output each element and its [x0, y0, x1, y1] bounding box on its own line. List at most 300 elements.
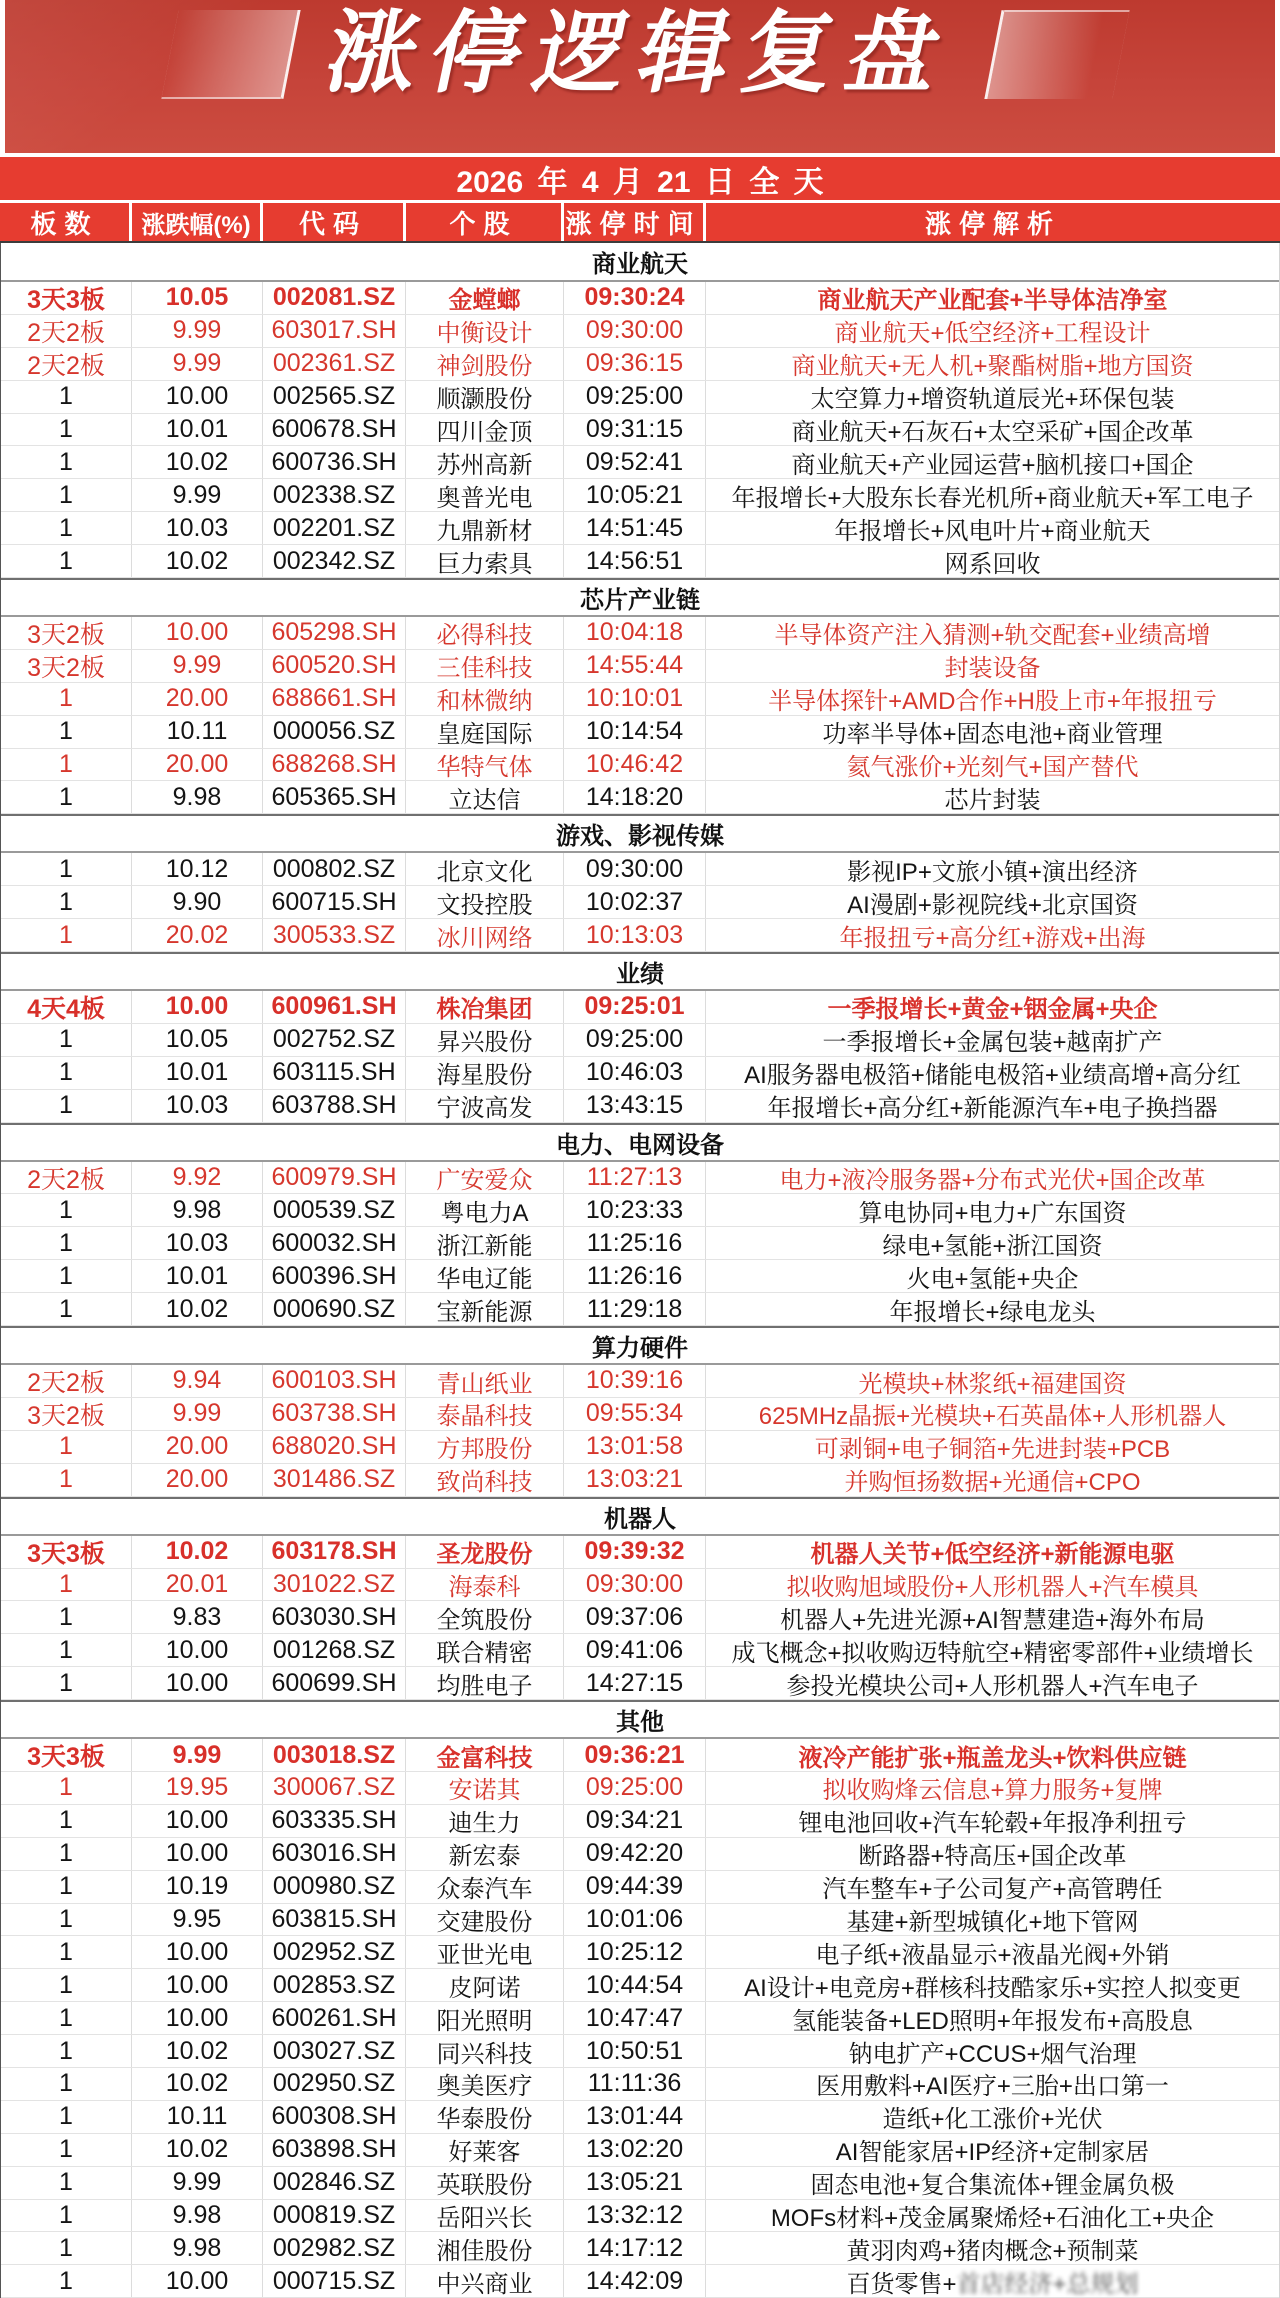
table-row [1, 1936, 1279, 1969]
limit-up-time-cell: 09:44:39 [564, 1871, 706, 1903]
board-count-cell: 1 [1, 716, 132, 748]
table-row [1, 1431, 1279, 1464]
stock-name-cell: 新宏泰 [406, 1838, 564, 1870]
board-count-cell: 1 [1, 1871, 132, 1903]
change-pct-cell: 10.00 [132, 1805, 263, 1837]
stock-code-cell: 000819.SZ [263, 2200, 406, 2232]
board-count-cell: 1 [1, 512, 132, 544]
change-pct-cell: 10.01 [132, 1057, 263, 1089]
title-banner [0, 0, 1280, 153]
stock-code-cell: 001268.SZ [263, 1634, 406, 1666]
stock-name-cell: 中兴商业 [406, 2265, 564, 2297]
stock-code-cell: 300533.SZ [263, 919, 406, 951]
limit-up-time-cell: 09:36:15 [564, 348, 706, 380]
limit-up-time-cell: 13:05:21 [564, 2167, 706, 2199]
stock-name-cell: 英联股份 [406, 2167, 564, 2199]
stock-code-cell: 002853.SZ [263, 1969, 406, 2001]
stock-name-cell: 安诺其 [406, 1772, 564, 1804]
stock-code-cell: 002342.SZ [263, 545, 406, 577]
board-count-cell: 1 [1, 446, 132, 478]
change-pct-cell: 10.00 [132, 1667, 263, 1699]
change-pct-cell: 9.98 [132, 2232, 263, 2264]
limit-up-time-cell: 09:25:01 [564, 991, 706, 1023]
analysis-cell: 影视IP+文旅小镇+演出经济 [847, 858, 1138, 886]
stock-code-cell: 603335.SH [263, 1805, 406, 1837]
board-count-cell: 1 [1, 683, 132, 715]
board-count-cell: 1 [1, 1969, 132, 2001]
limit-up-time-cell: 13:02:20 [564, 2134, 706, 2166]
board-count-cell: 1 [1, 886, 132, 918]
table-row [1, 2035, 1279, 2068]
stock-name-cell: 宁波高发 [406, 1090, 564, 1122]
stock-code-cell: 000539.SZ [263, 1194, 406, 1226]
analysis-cell: 商业航天+产业园运营+脑机接口+国企 [791, 451, 1194, 479]
stock-code-cell: 002361.SZ [263, 348, 406, 380]
change-pct-cell: 20.00 [132, 1431, 263, 1463]
board-count-cell: 1 [1, 1464, 132, 1496]
change-pct-cell: 9.83 [132, 1601, 263, 1633]
change-pct-cell: 10.05 [132, 282, 263, 314]
analysis-cell: 氢能装备+LED照明+年报发布+高股息 [792, 2007, 1193, 2035]
change-pct-cell: 9.99 [132, 1739, 263, 1771]
analysis-cell: 商业航天+石灰石+太空采矿+国企改革 [791, 419, 1194, 446]
change-pct-cell: 10.12 [132, 853, 263, 885]
change-pct-cell: 19.95 [132, 1772, 263, 1804]
change-pct-cell: 10.01 [132, 414, 263, 446]
change-pct-cell: 9.99 [132, 2167, 263, 2199]
stock-code-cell: 003027.SZ [263, 2035, 406, 2067]
analysis-cell: 黄羽肉鸡+猪肉概念+预制菜 [846, 2237, 1139, 2265]
table-row [1, 2232, 1279, 2265]
stock-name-cell: 岳阳兴长 [406, 2200, 564, 2232]
board-count-cell: 1 [1, 1293, 132, 1325]
analysis-cell: 商业航天+低空经济+工程设计 [834, 320, 1151, 347]
stock-code-cell: 600961.SH [263, 991, 406, 1023]
stock-code-cell: 301022.SZ [263, 1569, 406, 1601]
analysis-cell: 钠电扩产+CCUS+烟气治理 [848, 2040, 1137, 2067]
limit-up-time-cell: 10:23:33 [564, 1194, 706, 1226]
table-row [1, 414, 1279, 447]
table-row [1, 1024, 1279, 1057]
stock-name-cell: 和林微纳 [406, 683, 564, 715]
stock-code-cell: 688020.SH [263, 1431, 406, 1463]
limit-up-time-cell: 10:13:03 [564, 919, 706, 951]
change-pct-cell: 9.99 [132, 479, 263, 511]
analysis-cell: 基建+新型城镇化+地下管网 [846, 1908, 1139, 1936]
limit-up-time-cell: 10:10:01 [564, 683, 706, 715]
stock-code-cell: 002565.SZ [263, 381, 406, 413]
change-pct-cell: 20.01 [132, 1569, 263, 1601]
table-row [1, 1365, 1279, 1398]
board-count-cell: 1 [1, 381, 132, 413]
limit-up-time-cell: 09:36:21 [564, 1739, 706, 1771]
limit-up-time-cell: 10:39:16 [564, 1365, 706, 1397]
stock-name-cell: 全筑股份 [406, 1601, 564, 1633]
stock-code-cell: 600699.SH [263, 1667, 406, 1699]
limit-up-time-cell: 09:42:20 [564, 1838, 706, 1870]
board-count-cell: 3天2板 [1, 617, 132, 649]
stock-name-cell: 亚世光电 [406, 1936, 564, 1968]
analysis-cell: 机器人+先进光源+AI智慧建造+海外布局 [780, 1606, 1205, 1634]
board-count-cell: 1 [1, 2134, 132, 2166]
change-pct-cell: 10.02 [132, 2134, 263, 2166]
change-pct-cell: 9.99 [132, 650, 263, 682]
stock-code-cell: 688268.SH [263, 749, 406, 781]
table-row [1, 1260, 1279, 1293]
board-count-cell: 2天2板 [1, 1162, 132, 1194]
analysis-cell: 电子纸+液晶显示+液晶光阀+外销 [815, 1941, 1170, 1969]
board-count-cell: 1 [1, 2200, 132, 2232]
stock-name-cell: 华电辽能 [406, 1260, 564, 1292]
change-pct-cell: 9.94 [132, 1365, 263, 1397]
board-count-cell: 1 [1, 2167, 132, 2199]
limit-up-time-cell: 14:27:15 [564, 1667, 706, 1699]
analysis-cell: 汽车整车+子公司复产+高管聘任 [822, 1876, 1163, 1903]
stock-code-cell: 002081.SZ [263, 282, 406, 314]
limit-up-time-cell: 11:25:16 [564, 1227, 706, 1259]
analysis-cell: 固态电池+复合集流体+锂金属负极 [810, 2172, 1175, 2199]
board-count-cell: 1 [1, 1667, 132, 1699]
board-count-cell: 1 [1, 2002, 132, 2034]
limit-up-time-cell: 09:55:34 [564, 1398, 706, 1430]
stock-code-cell: 002338.SZ [263, 479, 406, 511]
stock-name-cell: 文投控股 [406, 886, 564, 918]
analysis-cell: 商业航天产业配套+半导体洁净室 [817, 287, 1168, 314]
analysis-cell: 光模块+林浆纸+福建国资 [858, 1370, 1127, 1397]
table-row [1, 2101, 1279, 2134]
limit-up-time-cell: 14:51:45 [564, 512, 706, 544]
table-row [1, 991, 1279, 1024]
limit-up-time-cell: 09:30:00 [564, 315, 706, 347]
analysis-cell: 可剥铜+电子铜箔+先进封装+PCB [814, 1436, 1171, 1463]
table-row [1, 1871, 1279, 1904]
table-row [1, 1601, 1279, 1634]
table-row [1, 1569, 1279, 1602]
board-count-cell: 1 [1, 1634, 132, 1666]
limit-up-time-cell: 13:01:58 [564, 1431, 706, 1463]
analysis-cell: 封装设备 [944, 655, 1041, 682]
stock-code-cell: 003018.SZ [263, 1739, 406, 1771]
board-count-cell: 1 [1, 2265, 132, 2297]
limit-up-time-cell: 09:34:21 [564, 1805, 706, 1837]
table-row [1, 1969, 1279, 2002]
stock-name-cell: 必得科技 [406, 617, 564, 649]
limit-up-time-cell: 13:32:12 [564, 2200, 706, 2232]
table-row [1, 348, 1279, 381]
board-count-cell: 1 [1, 1194, 132, 1226]
table-row [1, 1162, 1279, 1195]
limit-up-time-cell: 10:01:06 [564, 1904, 706, 1936]
stock-code-cell: 600979.SH [263, 1162, 406, 1194]
change-pct-cell: 20.00 [132, 749, 263, 781]
analysis-cell: AI服务器电极箔+储能电极箔+业绩高增+高分红 [744, 1062, 1241, 1089]
stock-name-cell: 同兴科技 [406, 2035, 564, 2067]
change-pct-cell: 9.98 [132, 2200, 263, 2232]
limit-up-time-cell: 10:02:37 [564, 886, 706, 918]
page-title: 涨停逻辑复盘 [316, 1, 964, 106]
stock-name-cell: 九鼎新材 [406, 512, 564, 544]
stock-name-cell: 均胜电子 [406, 1667, 564, 1699]
stock-code-cell: 600678.SH [263, 414, 406, 446]
analysis-cell: 年报增长+风电叶片+商业航天 [834, 517, 1151, 545]
table-row [1, 1667, 1279, 1700]
table-row [1, 2200, 1279, 2233]
stock-name-cell: 神剑股份 [406, 348, 564, 380]
stock-code-cell: 688661.SH [263, 683, 406, 715]
table-row [1, 1739, 1279, 1772]
change-pct-cell: 10.00 [132, 617, 263, 649]
board-count-cell: 1 [1, 1260, 132, 1292]
section-header: 算力硬件 [1, 1326, 1279, 1365]
table-row [1, 2068, 1279, 2101]
stock-name-cell: 湘佳股份 [406, 2232, 564, 2264]
stock-code-cell: 605298.SH [263, 617, 406, 649]
stock-name-cell: 广安爱众 [406, 1162, 564, 1194]
table-row [1, 781, 1279, 814]
section-header: 商业航天 [1, 243, 1279, 282]
stock-code-cell: 600032.SH [263, 1227, 406, 1259]
table-row [1, 1464, 1279, 1497]
table-row [1, 1057, 1279, 1090]
table-row [1, 1805, 1279, 1838]
table-row [1, 1772, 1279, 1805]
stock-code-cell: 600520.SH [263, 650, 406, 682]
analysis-cell: MOFs材料+茂金属聚烯烃+石油化工+央企 [770, 2204, 1215, 2232]
stock-name-cell: 华泰股份 [406, 2101, 564, 2133]
table-row [1, 749, 1279, 782]
change-pct-cell: 9.90 [132, 886, 263, 918]
table-row [1, 512, 1279, 545]
limit-up-time-cell: 09:52:41 [564, 446, 706, 478]
limit-up-time-cell: 09:30:24 [564, 282, 706, 314]
board-count-cell: 1 [1, 1431, 132, 1463]
board-count-cell: 1 [1, 2068, 132, 2100]
board-count-cell: 3天2板 [1, 650, 132, 682]
column-header-analysis: 涨停解析 [706, 203, 1280, 241]
change-pct-cell: 10.00 [132, 1838, 263, 1870]
change-pct-cell: 10.00 [132, 2265, 263, 2297]
change-pct-cell: 10.00 [132, 2002, 263, 2034]
analysis-visible-text: 百货零售+ [846, 2270, 957, 2298]
limit-up-time-cell: 13:03:21 [564, 1464, 706, 1496]
table-row [1, 2265, 1279, 2298]
change-pct-cell: 20.00 [132, 683, 263, 715]
stock-code-cell: 603898.SH [263, 2134, 406, 2166]
column-header-boards: 板数 [0, 203, 132, 241]
stock-name-cell: 株冶集团 [406, 991, 564, 1023]
analysis-cell: 拟收购烽云信息+算力服务+复牌 [822, 1777, 1163, 1804]
limit-up-time-cell: 11:29:18 [564, 1293, 706, 1325]
stock-code-cell: 300067.SZ [263, 1772, 406, 1804]
board-count-cell: 1 [1, 749, 132, 781]
board-count-cell: 1 [1, 919, 132, 951]
stock-code-cell: 002950.SZ [263, 2068, 406, 2100]
analysis-cell: 年报增长+高分红+新能源汽车+电子换挡器 [767, 1095, 1218, 1122]
analysis-cell: 太空算力+增资轨道辰光+环保包装 [810, 386, 1175, 413]
table-row [1, 1634, 1279, 1667]
change-pct-cell: 10.03 [132, 512, 263, 544]
stock-code-cell: 600396.SH [263, 1260, 406, 1292]
board-count-cell: 1 [1, 414, 132, 446]
board-count-cell: 1 [1, 1090, 132, 1122]
change-pct-cell: 10.02 [132, 2068, 263, 2100]
analysis-cell: 功率半导体+固态电池+商业管理 [822, 721, 1163, 748]
stock-code-cell: 002752.SZ [263, 1024, 406, 1056]
board-count-cell: 3天3板 [1, 1739, 132, 1771]
analysis-cell: 火电+氢能+央企 [906, 1265, 1079, 1293]
analysis-cell: 液冷产能扩张+瓶盖龙头+饮料供应链 [798, 1744, 1187, 1771]
stock-name-cell: 方邦股份 [406, 1431, 564, 1463]
stock-name-cell: 金螳螂 [406, 282, 564, 314]
table-row [1, 886, 1279, 919]
table-row [1, 1293, 1279, 1326]
change-pct-cell: 9.99 [132, 1398, 263, 1430]
board-count-cell: 1 [1, 2101, 132, 2133]
limit-up-time-cell: 10:25:12 [564, 1936, 706, 1968]
table-row [1, 853, 1279, 886]
stock-name-cell: 粤电力A [406, 1194, 564, 1226]
analysis-cell: AI智能家居+IP经济+定制家居 [835, 2139, 1150, 2166]
analysis-cell: 625MHz晶振+光模块+石英晶体+人形机器人 [758, 1403, 1227, 1430]
stock-code-cell: 301486.SZ [263, 1464, 406, 1496]
board-count-cell: 1 [1, 1024, 132, 1056]
stock-name-cell: 海星股份 [406, 1057, 564, 1089]
change-pct-cell: 9.99 [132, 315, 263, 347]
board-count-cell: 2天2板 [1, 315, 132, 347]
analysis-cell: 算电协同+电力+广东国资 [858, 1199, 1127, 1227]
limit-up-table [0, 243, 1280, 2298]
limit-up-time-cell: 14:17:12 [564, 2232, 706, 2264]
analysis-cell: 机器人关节+低空经济+新能源电驱 [810, 1541, 1175, 1568]
stock-name-cell: 奥普光电 [406, 479, 564, 511]
stock-name-cell: 致尚科技 [406, 1464, 564, 1496]
board-count-cell: 1 [1, 545, 132, 577]
analysis-cell: AI设计+电竞房+群核科技酷家乐+实控人拟变更 [744, 1974, 1241, 2002]
stock-name-cell: 北京文化 [406, 853, 564, 885]
table-row [1, 1904, 1279, 1937]
limit-up-time-cell: 09:41:06 [564, 1634, 706, 1666]
change-pct-cell: 10.02 [132, 2035, 263, 2067]
limit-up-time-cell: 09:25:00 [564, 381, 706, 413]
section-header: 其他 [1, 1700, 1279, 1739]
table-row [1, 1227, 1279, 1260]
analysis-cell: 年报增长+大股东长春光机所+商业航天+军工电子 [731, 484, 1254, 512]
analysis-cell: 一季报增长+黄金+铟金属+央企 [827, 996, 1158, 1023]
stock-code-cell: 603030.SH [263, 1601, 406, 1633]
change-pct-cell: 10.02 [132, 1293, 263, 1325]
change-pct-cell: 10.00 [132, 381, 263, 413]
stock-name-cell: 皇庭国际 [406, 716, 564, 748]
column-header-code: 代码 [263, 203, 406, 241]
stock-code-cell: 603017.SH [263, 315, 406, 347]
table-row [1, 650, 1279, 683]
table-row [1, 1194, 1279, 1227]
change-pct-cell: 20.00 [132, 1464, 263, 1496]
board-count-cell: 1 [1, 1838, 132, 1870]
table-row [1, 1090, 1279, 1123]
analysis-cell: 一季报增长+金属包装+越南扩产 [822, 1029, 1163, 1056]
board-count-cell: 1 [1, 2035, 132, 2067]
board-count-cell: 3天3板 [1, 1536, 132, 1568]
board-count-cell: 1 [1, 1904, 132, 1936]
stock-name-cell: 皮阿诺 [406, 1969, 564, 2001]
change-pct-cell: 9.98 [132, 1194, 263, 1226]
analysis-cell: 拟收购旭域股份+人形机器人+汽车模具 [786, 1573, 1199, 1601]
change-pct-cell: 10.02 [132, 446, 263, 478]
change-pct-cell: 10.01 [132, 1260, 263, 1292]
change-pct-cell: 9.99 [132, 348, 263, 380]
limit-up-time-cell: 14:18:20 [564, 781, 706, 813]
table-row [1, 1398, 1279, 1431]
analysis-cell: 参投光模块公司+人形机器人+汽车电子 [786, 1672, 1199, 1700]
analysis-cell: AI漫剧+影视院线+北京国资 [847, 891, 1138, 919]
stock-code-cell: 002982.SZ [263, 2232, 406, 2264]
change-pct-cell: 10.00 [132, 991, 263, 1023]
change-pct-cell: 9.98 [132, 781, 263, 813]
table-row [1, 716, 1279, 749]
stock-name-cell: 四川金顶 [406, 414, 564, 446]
stock-name-cell: 中衡设计 [406, 315, 564, 347]
board-count-cell: 1 [1, 479, 132, 511]
section-header: 机器人 [1, 1497, 1279, 1536]
limit-up-time-cell: 13:01:44 [564, 2101, 706, 2133]
stock-code-cell: 603016.SH [263, 1838, 406, 1870]
limit-up-time-cell: 09:31:15 [564, 414, 706, 446]
limit-up-time-cell: 11:26:16 [564, 1260, 706, 1292]
stock-code-cell: 603788.SH [263, 1090, 406, 1122]
stock-name-cell: 好莱客 [406, 2134, 564, 2166]
change-pct-cell: 20.02 [132, 919, 263, 951]
analysis-cell: 医用敷料+AI医疗+三胎+出口第一 [816, 2073, 1169, 2100]
board-count-cell: 3天3板 [1, 282, 132, 314]
analysis-cell: 年报扭亏+高分红+游戏+出海 [839, 924, 1146, 952]
analysis-cell: 半导体探针+AMD合作+H股上市+年报扭亏 [768, 688, 1217, 715]
stock-name-cell: 立达信 [406, 781, 564, 813]
analysis-cell: 绿电+氢能+浙江国资 [882, 1232, 1103, 1260]
table-header-row [0, 203, 1280, 243]
table-row [1, 315, 1279, 348]
limit-up-time-cell: 10:14:54 [564, 716, 706, 748]
stock-code-cell: 000980.SZ [263, 1871, 406, 1903]
change-pct-cell: 10.19 [132, 1871, 263, 1903]
stock-name-cell: 交建股份 [406, 1904, 564, 1936]
date-bar: 2026 年 4 月 21 日 全 天 [0, 157, 1280, 200]
board-count-cell: 1 [1, 2232, 132, 2264]
stock-name-cell: 三佳科技 [406, 650, 564, 682]
stock-name-cell: 泰晶科技 [406, 1398, 564, 1430]
limit-up-time-cell: 11:27:13 [564, 1162, 706, 1194]
limit-up-time-cell: 14:56:51 [564, 545, 706, 577]
table-row [1, 282, 1279, 315]
stock-name-cell: 顺灏股份 [406, 381, 564, 413]
board-count-cell: 2天2板 [1, 348, 132, 380]
stock-name-cell: 圣龙股份 [406, 1536, 564, 1568]
limit-up-time-cell: 13:43:15 [564, 1090, 706, 1122]
section-header: 电力、电网设备 [1, 1123, 1279, 1162]
column-header-change-pct: 涨跌幅(%) [132, 203, 263, 241]
limit-up-time-cell: 09:37:06 [564, 1601, 706, 1633]
board-count-cell: 1 [1, 1601, 132, 1633]
limit-up-time-cell: 14:55:44 [564, 650, 706, 682]
analysis-cell: 并购恒扬数据+光通信+CPO [844, 1469, 1141, 1496]
limit-up-time-cell: 09:30:00 [564, 1569, 706, 1601]
stock-name-cell: 奥美医疗 [406, 2068, 564, 2100]
stock-code-cell: 002952.SZ [263, 1936, 406, 1968]
analysis-cell: 半导体资产注入猜测+轨交配套+业绩高增 [774, 622, 1211, 649]
stock-name-cell: 华特气体 [406, 749, 564, 781]
stock-name-cell: 浙江新能 [406, 1227, 564, 1259]
stock-code-cell: 605365.SH [263, 781, 406, 813]
